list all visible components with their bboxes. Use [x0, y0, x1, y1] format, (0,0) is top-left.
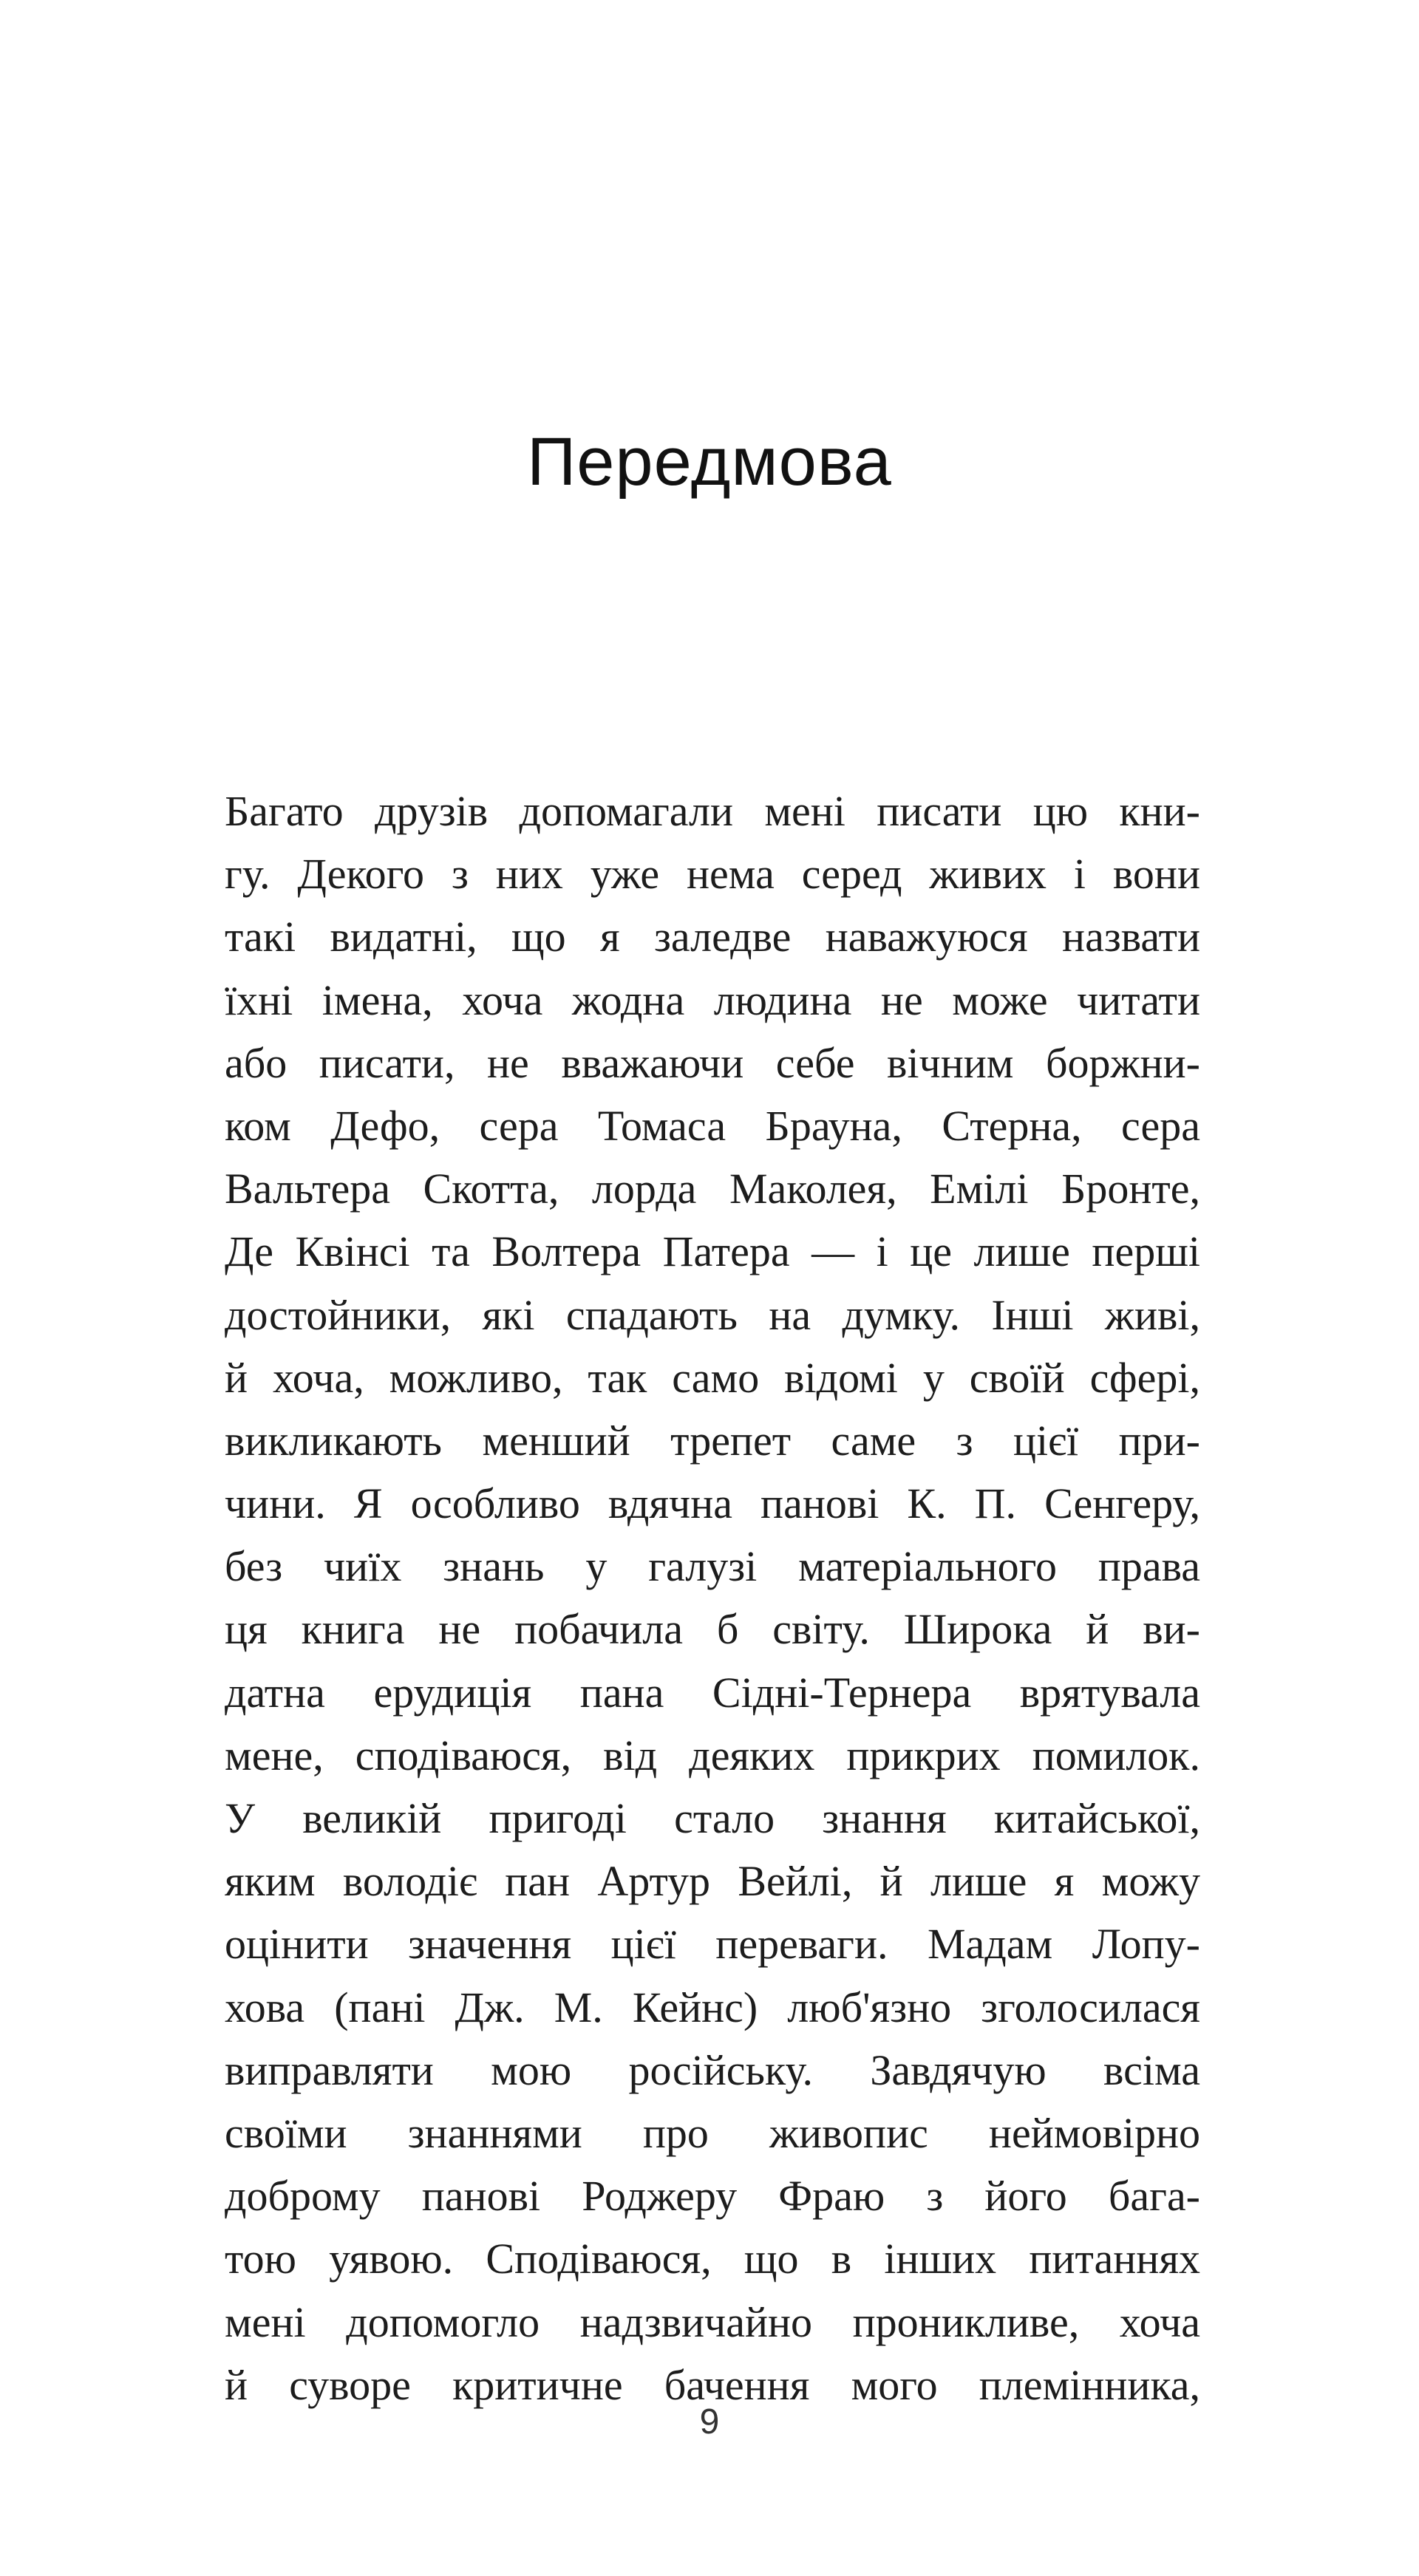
- text-line: викликають менший трепет саме з цієї при-: [225, 1416, 1200, 1465]
- text-line: У великій пригоді стало знання китайської,: [225, 1794, 1200, 1842]
- text-line: їхні імена, хоча жодна людина не може читати: [225, 975, 1200, 1024]
- text-line: Де Квінсі та Волтера Патера — і це лише перші: [225, 1227, 1200, 1276]
- text-line: яким володіє пан Артур Вейлі, й лише я можу: [225, 1857, 1200, 1906]
- text-line: тою уявою. Сподіваюся, що в інших питаннях: [225, 2235, 1200, 2283]
- text-line: або писати, не вважаючи себе вічним боржни-: [225, 1038, 1200, 1087]
- text-line: мені допомогло надзвичайно проникливе, хоча: [225, 2297, 1200, 2346]
- text-line: мене, сподіваюся, від деяких прикрих помилок.: [225, 1731, 1200, 1779]
- text-line: датна ерудиція пана Сідні-Тернера врятувала: [225, 1668, 1200, 1717]
- text-line: оцінити значення цієї переваги. Мадам Лопу-: [225, 1920, 1200, 1969]
- text-line: ця книга не побачила б світу. Широка й ви-: [225, 1605, 1200, 1654]
- text-line: достойники, які спадають на думку. Інші живі,: [225, 1290, 1200, 1339]
- text-line: ком Дефо, сера Томаса Брауна, Стерна, сера: [225, 1101, 1200, 1150]
- text-line: виправляти мою російську. Завдячую всіма: [225, 2045, 1200, 2094]
- text-line: гу. Декого з них уже нема серед живих і вони: [225, 850, 1200, 899]
- text-line: хова (пані Дж. М. Кейнс) люб'язно зголосилася: [225, 1983, 1200, 2031]
- text-line: чини. Я особливо вдячна панові К. П. Сенгеру,: [225, 1479, 1200, 1528]
- text-line: своїми знаннями про живопис неймовірно: [225, 2108, 1200, 2157]
- text-line: Багато друзів допомагали мені писати цю кни-: [225, 787, 1200, 835]
- text-line: такі видатні, що я заледве наважуюся назвати: [225, 913, 1200, 961]
- text-line: без чиїх знань у галузі матеріального права: [225, 1542, 1200, 1591]
- text-line: доброму панові Роджеру Фраю з його бага-: [225, 2172, 1200, 2221]
- page-number: 9: [699, 2402, 720, 2442]
- preface-body-text: [225, 780, 1200, 2416]
- page-title: Передмова: [527, 424, 892, 500]
- text-line: й суворе критичне бачення мого племінника,: [225, 2360, 1200, 2409]
- text-line: й хоча, можливо, так само відомі у своїй сфері,: [225, 1353, 1200, 1402]
- text-line: Вальтера Скотта, лорда Маколея, Емілі Бронте,: [225, 1165, 1200, 1213]
